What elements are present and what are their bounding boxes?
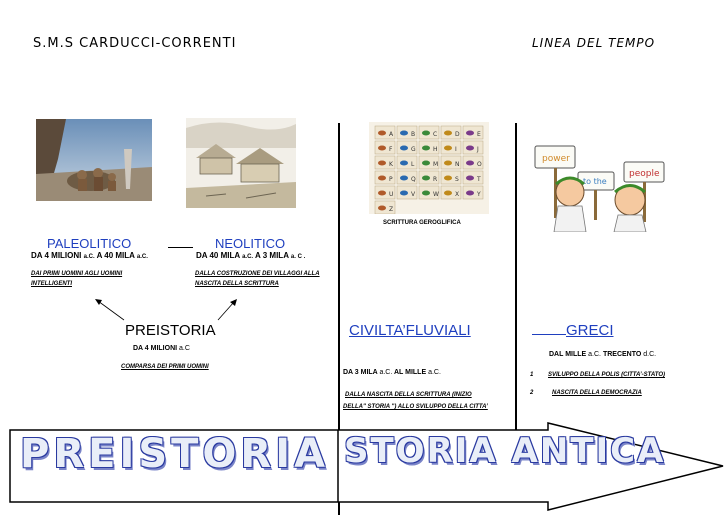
banner-preistoria: PREISTORIA xyxy=(20,431,330,477)
glyph-symbol xyxy=(378,176,386,181)
neolitico-title: NEOLITICO xyxy=(215,236,286,251)
glyph-symbol xyxy=(400,191,408,196)
neolitico-date-to-suffix: a. C . xyxy=(290,254,306,260)
hieroglyph-grid-image xyxy=(369,122,489,214)
paleolitico-date-to: A 40 MILA xyxy=(96,251,135,260)
glyph-symbol xyxy=(378,191,386,196)
glyph-letter: D xyxy=(455,131,460,138)
page-title: LINEA DEL TEMPO xyxy=(532,36,656,50)
glyph-letter: N xyxy=(455,161,460,168)
greek-people-image xyxy=(530,122,670,232)
glyph-letter: U xyxy=(389,191,394,198)
glyph-letter: E xyxy=(477,131,481,138)
glyph-letter: A xyxy=(389,131,394,138)
glyph-letter: K xyxy=(389,161,393,168)
glyph-letter: F xyxy=(389,146,393,153)
preistoria-date xyxy=(133,345,190,352)
glyph-letter: G xyxy=(411,146,416,153)
preistoria-desc: COMPARSA DEI PRIMI UOMINI xyxy=(121,364,209,370)
glyph-letter: O xyxy=(477,161,482,168)
greci-date-to-suffix: d.C. xyxy=(643,351,657,358)
glyph-symbol xyxy=(444,176,452,181)
glyph-letter: C xyxy=(433,131,438,138)
civilta-date-from-suffix: a.C. xyxy=(379,369,393,376)
greci-title-pad xyxy=(532,334,566,335)
glyph-letter: M xyxy=(433,161,439,168)
greci-item-2-num: 2 xyxy=(530,390,534,396)
banner-storia-antica: STORIA ANTICA xyxy=(344,431,666,471)
greci-item-2-text: NASCITA DELLA DEMOCRAZIA xyxy=(552,390,642,396)
civilta-date-to-suffix: a.C. xyxy=(428,369,441,376)
glyph-letter: S xyxy=(455,176,459,183)
glyph-letter: L xyxy=(411,161,415,168)
title-connector xyxy=(168,247,193,248)
paleolitico-date-from: DA 4 MILIONI xyxy=(31,251,82,260)
glyph-symbol xyxy=(444,146,452,151)
preistoria-date-value: DA 4 MILIONI xyxy=(133,345,178,352)
sign-people: people xyxy=(629,169,660,179)
glyph-letter: X xyxy=(455,191,460,198)
glyph-symbol xyxy=(466,176,474,181)
sign-to-the: to the xyxy=(583,177,607,186)
preistoria-title: PREISTORIA xyxy=(125,322,216,339)
glyph-symbol xyxy=(444,161,452,166)
glyph-symbol xyxy=(378,146,386,151)
sign-power: power xyxy=(542,154,570,164)
civilta-dates xyxy=(343,369,441,376)
neolithic-image xyxy=(186,118,296,208)
paleolitico-desc-line1: DAI PRIMI UOMINI AGLI UOMINI xyxy=(31,271,123,277)
glyph-letter: H xyxy=(433,146,438,153)
greci-date-from: DAL MILLE xyxy=(549,351,587,358)
glyph-symbol xyxy=(422,161,430,166)
neolitico-date-to: A 3 MILA xyxy=(255,251,289,260)
neolitico-date-from: DA 40 MILA xyxy=(196,251,240,260)
greci-item-2 xyxy=(530,388,642,398)
glyph-letter: Y xyxy=(477,191,481,198)
civilta-title: CIVILTA’FLUVIALI xyxy=(349,322,471,339)
glyph-symbol xyxy=(400,131,408,136)
glyph-symbol xyxy=(422,176,430,181)
glyph-symbol xyxy=(378,206,386,211)
glyph-letter: P xyxy=(389,176,393,183)
glyph-symbol xyxy=(466,191,474,196)
glyph-letter: W xyxy=(433,191,439,198)
glyph-letter: T xyxy=(477,176,481,183)
glyph-symbol xyxy=(466,161,474,166)
paleolitico-date-to-suffix: a.C. xyxy=(136,254,148,260)
glyph-symbol xyxy=(422,191,430,196)
neolitico-date-from-suffix: a.C. xyxy=(242,254,254,260)
neolitico-dates xyxy=(196,251,305,260)
glyph-letter: Q xyxy=(411,176,416,183)
glyph-symbol xyxy=(400,161,408,166)
glyph-symbol xyxy=(466,131,474,136)
paleolitico-desc xyxy=(31,269,122,289)
paleolitico-dates xyxy=(31,251,148,260)
glyph-symbol xyxy=(466,146,474,151)
paleolitico-title: PALEOLITICO xyxy=(47,236,132,251)
greci-date-to: TRECENTO xyxy=(602,351,642,358)
glyph-symbol xyxy=(422,146,430,151)
civilta-desc xyxy=(343,389,488,413)
glyph-symbol xyxy=(444,191,452,196)
greci-date-from-suffix: a.C. xyxy=(588,351,601,358)
paleolitico-date-from-suffix: a.C. xyxy=(83,254,95,260)
greci-item-1 xyxy=(530,370,665,380)
paleolitico-desc-line2: INTELLIGENTI xyxy=(31,281,72,287)
civilta-desc-line1: DALLA NASCITA DELLA SCRITTURA (INIZIO xyxy=(345,392,472,398)
greci-item-1-num: 1 xyxy=(530,372,534,378)
greci-item-1-text: SVILUPPO DELLA POLIS (CITTA’-STATO) xyxy=(548,372,665,378)
glyph-letter: V xyxy=(411,191,416,198)
glyph-symbol xyxy=(400,146,408,151)
glyph-symbol xyxy=(378,131,386,136)
neolitico-desc-line2: NASCITA DELLA SCRITTURA xyxy=(195,281,279,287)
glyph-letter: B xyxy=(411,131,416,138)
glyph-symbol xyxy=(422,131,430,136)
glyph-letter: J xyxy=(477,146,479,153)
neolitico-desc-line1: DALLA COSTRUZIONE DEI VILLAGGI ALLA xyxy=(195,271,320,277)
civilta-date-to: AL MILLE xyxy=(393,369,427,376)
greci-title xyxy=(532,322,614,339)
greci-title-text: GRECI xyxy=(566,322,614,339)
glyph-symbol xyxy=(444,131,452,136)
divider-right xyxy=(515,123,517,440)
school-name: S.M.S CARDUCCI-CORRENTI xyxy=(33,36,237,51)
preistoria-date-suffix: a.C xyxy=(179,345,190,352)
glyph-letter: Z xyxy=(389,206,394,213)
glyph-symbol xyxy=(378,161,386,166)
glyph-letter: R xyxy=(433,176,438,183)
civilta-date-from: DA 3 MILA xyxy=(343,369,378,376)
glyph-symbol xyxy=(400,176,408,181)
glyph-letter: I xyxy=(455,146,457,153)
greci-dates xyxy=(549,351,656,358)
paleolithic-image xyxy=(36,119,152,201)
civilta-desc-line2: DELLA" STORIA ") ALLO SVILUPPO DELLA CITTA’ xyxy=(343,404,488,410)
neolitico-desc xyxy=(195,269,320,289)
hieroglyph-caption: SCRITTURA GEROGLIFICA xyxy=(383,220,461,226)
